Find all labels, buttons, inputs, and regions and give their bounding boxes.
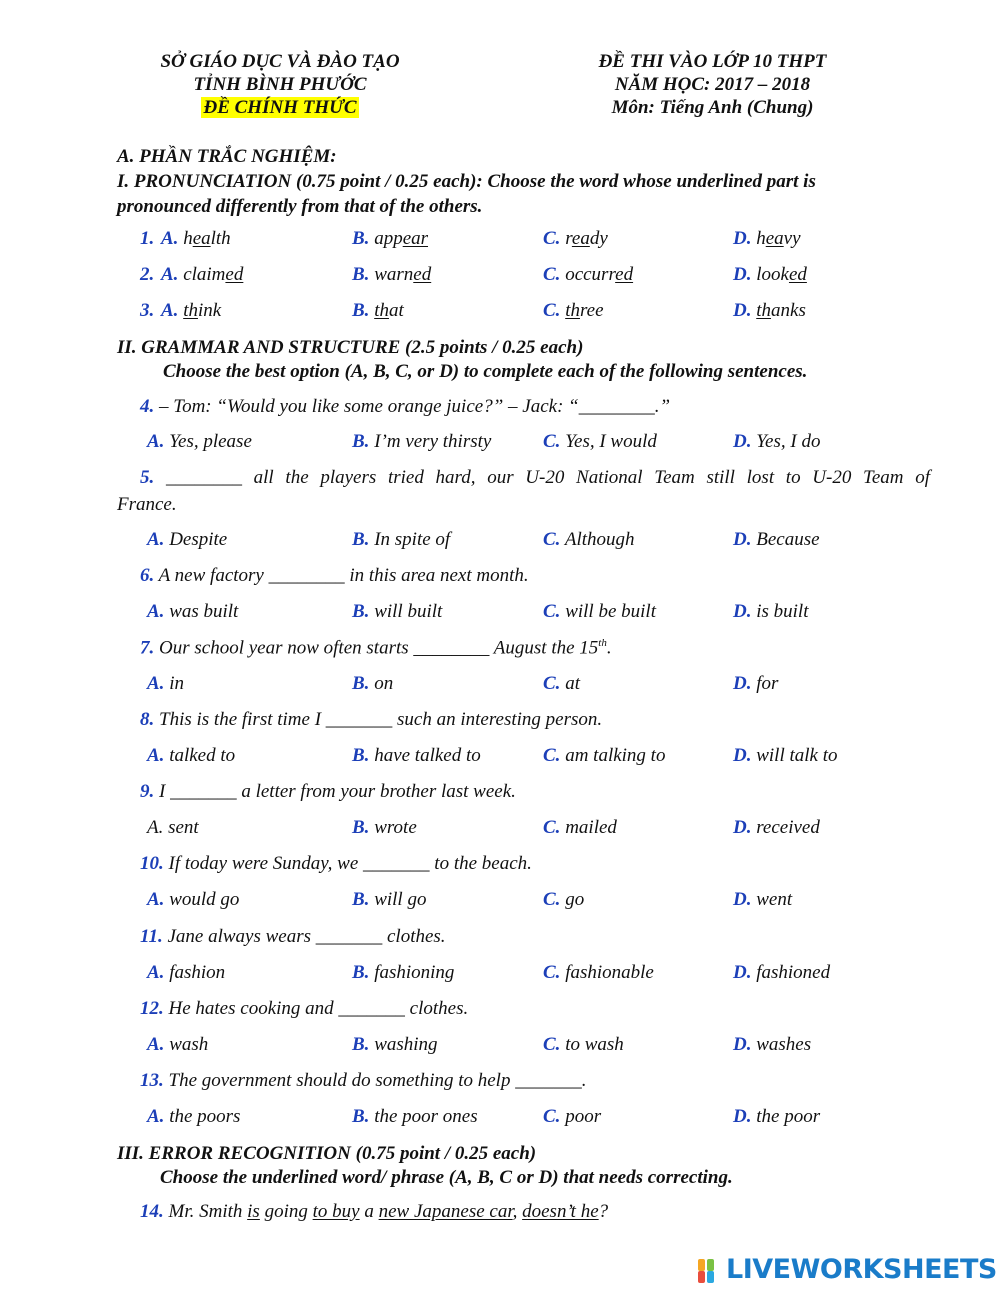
question-7: 7. Our school year now often starts ________ August the 15th. — [140, 637, 612, 659]
question-11: 11. Jane always wears _______ clothes. — [140, 926, 446, 947]
question-2 — [140, 264, 154, 286]
q6-option-b[interactable]: B. will built — [352, 601, 443, 622]
q14-underlined-d[interactable]: doesn’t he — [522, 1201, 599, 1222]
question-text: Jane always wears _______ clothes. — [167, 926, 446, 947]
q3-option-c[interactable]: C. three — [543, 300, 604, 321]
question-5: 5. ________ all the players tried hard, our U-20 National Team still lost to U-20 Team of — [140, 467, 930, 488]
exam-title: ĐỀ THI VÀO LỚP 10 THPT — [598, 51, 827, 72]
q6-option-a[interactable]: A. was built — [147, 601, 239, 622]
q11-option-d[interactable]: D. fashioned — [733, 962, 831, 983]
q7-option-c[interactable]: C. at — [543, 673, 580, 694]
question-6: 6. A new factory ________ in this area next month. — [140, 565, 529, 586]
q5-option-d[interactable]: D. Because — [733, 529, 820, 550]
q10-option-b[interactable]: B. will go — [352, 889, 427, 910]
liveworksheets-logo-icon — [698, 1257, 724, 1283]
q8-option-a[interactable]: A. talked to — [147, 745, 236, 766]
q5-option-b[interactable]: B. In spite of — [352, 529, 451, 550]
q4-option-b[interactable]: B. I’m very thirsty — [352, 431, 492, 452]
liveworksheets-logo-text: LIVEWORKSHEETS — [726, 1254, 997, 1285]
q12-option-b[interactable]: B. washing — [352, 1034, 438, 1055]
school-year: NĂM HỌC: 2017 – 2018 — [614, 74, 811, 95]
question-10: 10. If today were Sunday, we _______ to the beach. — [140, 853, 532, 874]
question-text: – Tom: “Would you like some orange juice?” – Jack: “________.” — [159, 396, 671, 417]
q3-option-d[interactable]: D. thanks — [733, 300, 806, 321]
q13-option-d[interactable]: D. the poor — [733, 1106, 821, 1127]
q1-option-c[interactable]: C. ready — [543, 228, 608, 249]
official-exam-label: ĐỀ CHÍNH THỨC — [203, 97, 357, 118]
question-12: 12. He hates cooking and _______ clothes. — [140, 998, 469, 1019]
q13-option-a[interactable]: A. the poors — [147, 1106, 241, 1127]
q14-underlined-a[interactable]: is — [247, 1201, 260, 1222]
q14-underlined-b[interactable]: to buy — [312, 1201, 360, 1222]
question-14: 14. Mr. Smith is going to buy a new Japanese car, doesn’t he? — [140, 1201, 609, 1222]
subject: Môn: Tiếng Anh (Chung) — [611, 97, 814, 118]
question-text: He hates cooking and _______ clothes. — [168, 998, 469, 1019]
q3-option-a[interactable]: A. think — [161, 300, 222, 321]
q6-option-d[interactable]: D. is built — [733, 601, 809, 622]
question-3 — [140, 300, 154, 322]
q2-option-c[interactable]: C. occurred — [543, 264, 634, 285]
q5-option-a[interactable]: A. Despite — [147, 529, 228, 550]
q7-option-d[interactable]: D. for — [733, 673, 779, 694]
header-right — [555, 50, 870, 119]
q11-option-b[interactable]: B. fashioning — [352, 962, 455, 983]
question-text: A new factory ________ in this area next month. — [158, 565, 529, 586]
liveworksheets-logo — [698, 1254, 997, 1285]
question-text: This is the first time I _______ such an interesting person. — [159, 709, 603, 730]
part1-title-line2: pronounced differently from that of the others. — [117, 196, 483, 217]
q10-option-d[interactable]: D. went — [733, 889, 793, 910]
question-8: 8. This is the first time I _______ such an interesting person. — [140, 709, 603, 730]
department-name: SỞ GIÁO DỤC VÀ ĐÀO TẠO — [160, 51, 400, 72]
q4-option-c[interactable]: C. Yes, I would — [543, 431, 657, 452]
section-a-heading: A. PHẦN TRẮC NGHIỆM: — [117, 146, 337, 167]
q7-option-b[interactable]: B. on — [352, 673, 394, 694]
q10-option-a[interactable]: A. would go — [147, 889, 240, 910]
header-left — [130, 50, 430, 119]
q2-option-d[interactable]: D. looked — [733, 264, 807, 285]
province-name: TỈNH BÌNH PHƯỚC — [193, 74, 367, 95]
question-9: 9. I _______ a letter from your brother last week. — [140, 781, 516, 802]
question-text: If today were Sunday, we _______ to the beach. — [168, 853, 532, 874]
question-1 — [140, 228, 154, 250]
q7-option-a[interactable]: A. in — [147, 673, 184, 694]
q8-option-c[interactable]: C. am talking to — [543, 745, 666, 766]
q2-option-a[interactable]: A. claimed — [161, 264, 244, 285]
q8-option-b[interactable]: B. have talked to — [352, 745, 481, 766]
q11-option-a[interactable]: A. fashion — [147, 962, 226, 983]
q9-option-d[interactable]: D. received — [733, 817, 820, 838]
q4-option-a[interactable]: A. Yes, please — [147, 431, 252, 452]
part3-title: III. ERROR RECOGNITION (0.75 point / 0.25 each) — [117, 1143, 537, 1164]
question-4: 4. – Tom: “Would you like some orange juice?” – Jack: “________.” — [140, 396, 671, 417]
question-text: Our school year now often starts ________ August the 15 — [159, 637, 599, 659]
question-text: I _______ a letter from your brother last week. — [159, 781, 516, 802]
q6-option-c[interactable]: C. will be built — [543, 601, 656, 622]
q14-underlined-c[interactable]: new Japanese car — [378, 1201, 513, 1222]
part2-instruction: Choose the best option (A, B, C, or D) to complete each of the following sentences. — [163, 361, 808, 382]
q13-option-b[interactable]: B. the poor ones — [352, 1106, 478, 1127]
q12-option-c[interactable]: C. to wash — [543, 1034, 624, 1055]
question-number: 3. — [140, 300, 155, 321]
q12-option-a[interactable]: A. wash — [147, 1034, 209, 1055]
question-13: 13. The government should do something to help _______. — [140, 1070, 587, 1091]
q2-option-b[interactable]: B. warned — [352, 264, 432, 285]
q13-option-c[interactable]: C. poor — [543, 1106, 602, 1127]
question-number: 1. — [140, 228, 155, 249]
question-number: 2. — [140, 264, 155, 285]
q1-option-d[interactable]: D. heavy — [733, 228, 801, 249]
part1-title-line1: I. PRONUNCIATION (0.75 point / 0.25 each): Choose the word whose underlined part is — [117, 171, 816, 192]
question-text: ________ all the players tried hard, our U-20 National Team still lost to U-20 Team of — [165, 467, 930, 488]
q11-option-c[interactable]: C. fashionable — [543, 962, 654, 983]
q1-option-a[interactable]: A. health — [161, 228, 231, 249]
q12-option-d[interactable]: D. washes — [733, 1034, 812, 1055]
q10-option-c[interactable]: C. go — [543, 889, 585, 910]
part2-title: II. GRAMMAR AND STRUCTURE (2.5 points / 0.25 each) — [117, 337, 584, 358]
q3-option-b[interactable]: B. that — [352, 300, 404, 321]
q5-option-c[interactable]: C. Although — [543, 529, 635, 550]
q4-option-d[interactable]: D. Yes, I do — [733, 431, 821, 452]
q9-option-b[interactable]: B. wrote — [352, 817, 417, 838]
part3-instruction: Choose the underlined word/ phrase (A, B, C or D) that needs correcting. — [160, 1167, 733, 1188]
q9-option-c[interactable]: C. mailed — [543, 817, 617, 838]
question-text: The government should do something to help _______. — [168, 1070, 587, 1091]
question-5-line2: France. — [117, 494, 177, 515]
q8-option-d[interactable]: D. will talk to — [733, 745, 838, 766]
q9-option-a[interactable]: A. sent — [147, 817, 199, 838]
q1-option-b[interactable]: B. appear — [352, 228, 429, 249]
